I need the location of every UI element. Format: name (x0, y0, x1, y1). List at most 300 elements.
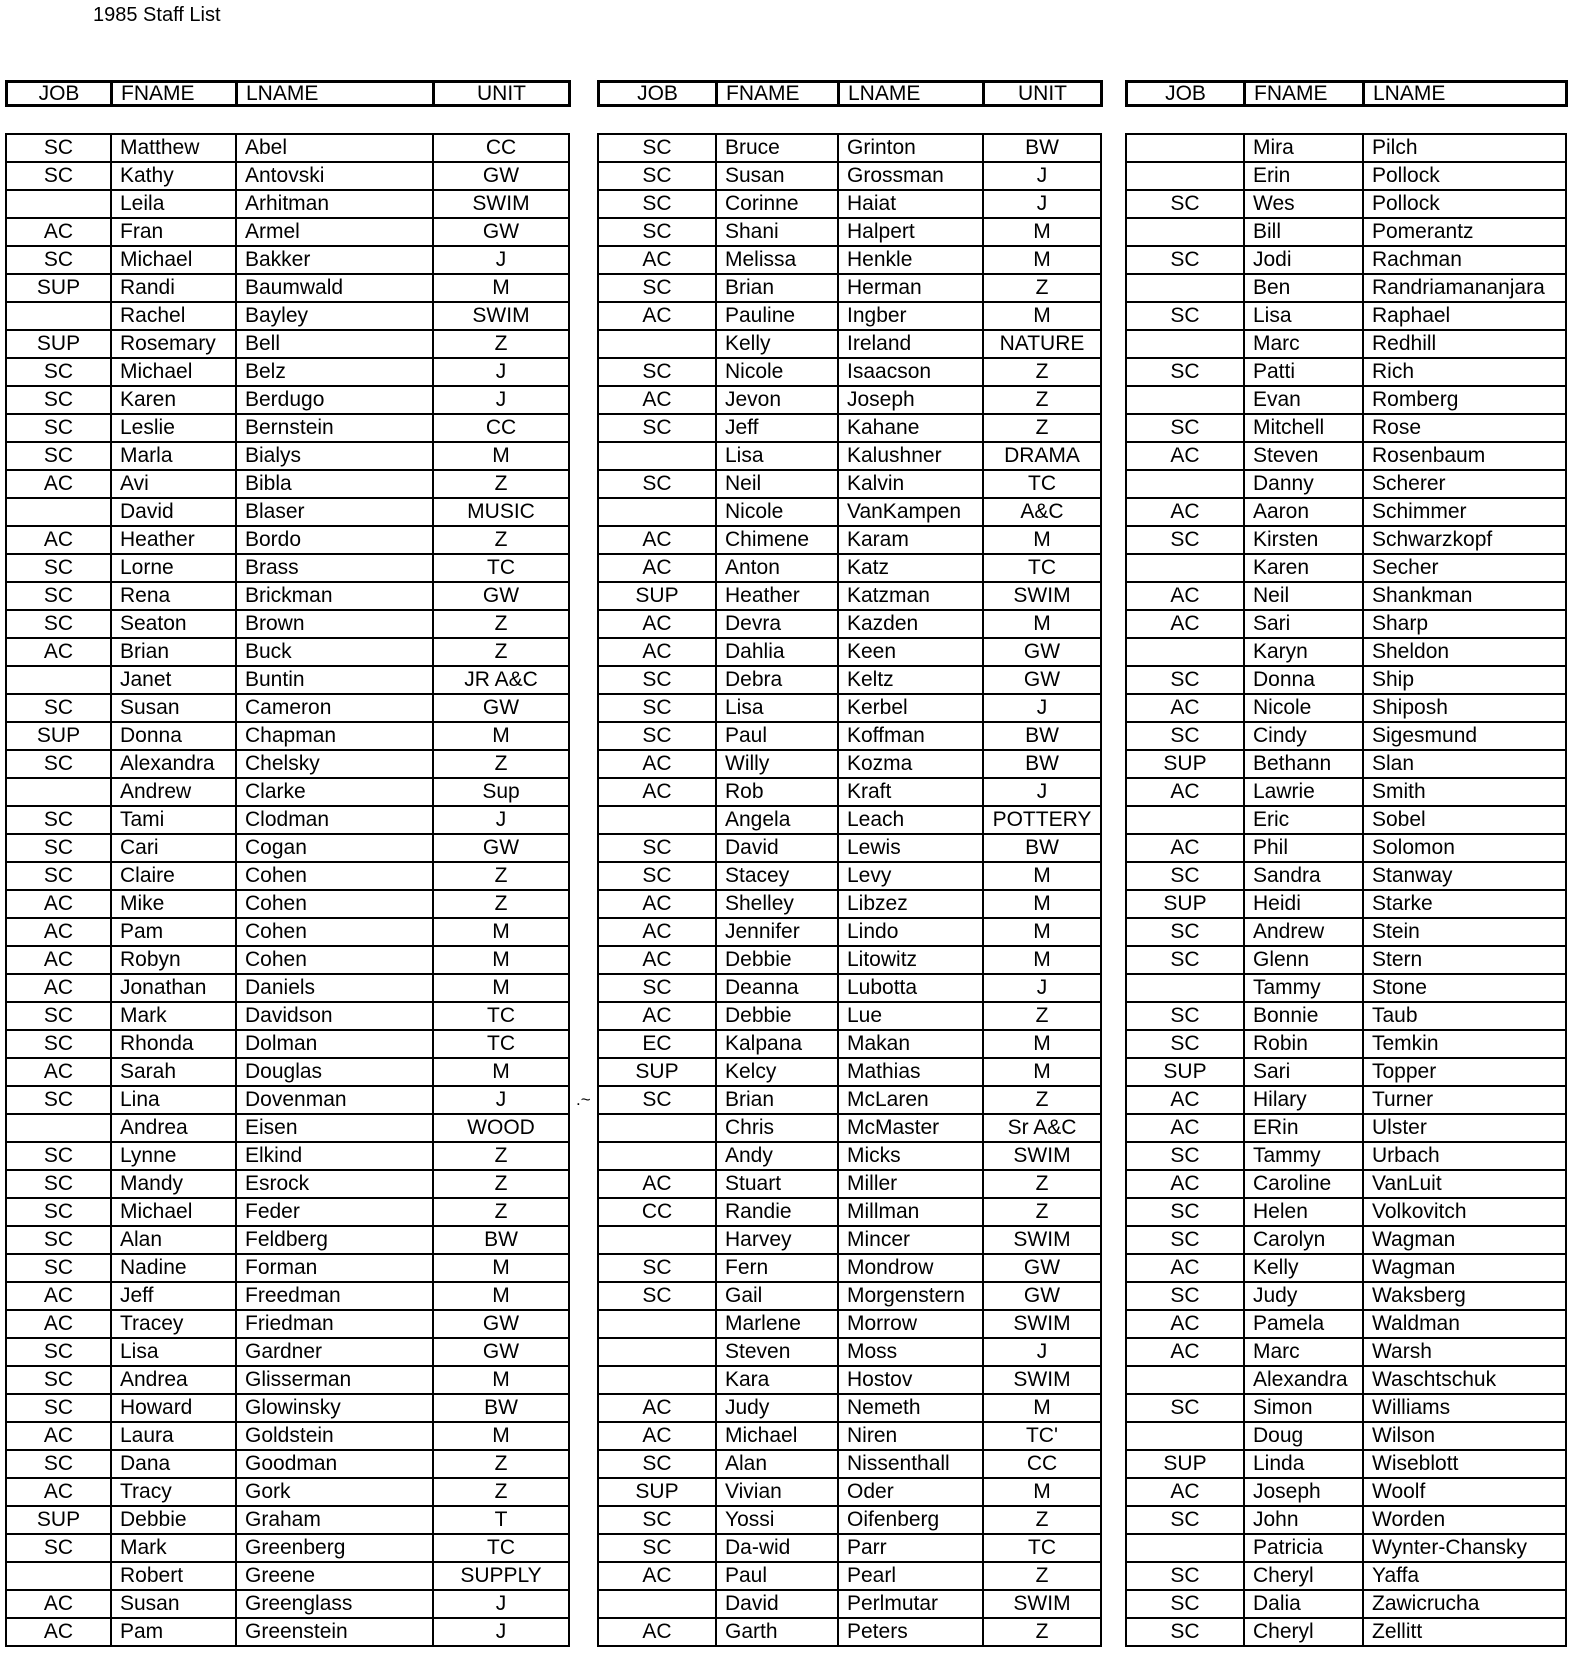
table-row (1126, 1142, 1566, 1170)
job-cell: SC (598, 470, 716, 498)
fname-cell: Fran (111, 218, 236, 246)
lname-cell: Warsh (1363, 1338, 1566, 1366)
unit-cell: J (433, 1618, 569, 1646)
lname-cell: Haiat (838, 190, 983, 218)
job-column-header: JOB (1127, 82, 1245, 106)
job-cell: SC (6, 414, 111, 442)
lname-cell: Niren (838, 1422, 983, 1450)
lname-cell: Armel (236, 218, 433, 246)
job-cell (1126, 134, 1244, 162)
job-cell: SC (1126, 1030, 1244, 1058)
job-cell: SC (1126, 1394, 1244, 1422)
lname-cell: Secher (1363, 554, 1566, 582)
table-row (6, 442, 569, 470)
job-cell (598, 1114, 716, 1142)
table-row (1126, 526, 1566, 554)
unit-cell: J (433, 806, 569, 834)
table-row (1126, 1506, 1566, 1534)
unit-cell: BW (983, 722, 1101, 750)
unit-cell: A&C (983, 498, 1101, 526)
unit-cell: Z (983, 1562, 1101, 1590)
fname-cell: Andrew (111, 778, 236, 806)
table-row (6, 1030, 569, 1058)
table-row (1126, 582, 1566, 610)
table-row (1126, 246, 1566, 274)
table-row (6, 722, 569, 750)
unit-cell: M (433, 274, 569, 302)
table-row (6, 1170, 569, 1198)
fname-cell: Deanna (716, 974, 838, 1002)
fname-cell: Tammy (1244, 974, 1363, 1002)
table-row (598, 918, 1101, 946)
job-cell: AC (598, 1562, 716, 1590)
fname-cell: Kara (716, 1366, 838, 1394)
unit-column-header: UNIT (434, 82, 570, 106)
job-cell: SUP (598, 582, 716, 610)
unit-cell: M (433, 1366, 569, 1394)
table-row (6, 834, 569, 862)
lname-cell: Levy (838, 862, 983, 890)
job-cell (598, 498, 716, 526)
lname-cell: Peters (838, 1618, 983, 1646)
table-row (1126, 134, 1566, 162)
fname-cell: Robert (111, 1562, 236, 1590)
lname-cell: Berdugo (236, 386, 433, 414)
job-cell: SC (1126, 302, 1244, 330)
fname-cell: Brian (716, 1086, 838, 1114)
job-cell: SC (1126, 190, 1244, 218)
table-row (1126, 1310, 1566, 1338)
unit-cell: TC' (983, 1422, 1101, 1450)
job-cell: SC (598, 1534, 716, 1562)
job-cell: AC (598, 1002, 716, 1030)
table-row (6, 806, 569, 834)
unit-cell: Z (433, 1170, 569, 1198)
table-row (598, 862, 1101, 890)
lname-cell: McLaren (838, 1086, 983, 1114)
unit-cell: GW (983, 666, 1101, 694)
lname-cell: Eisen (236, 1114, 433, 1142)
lname-cell: Elkind (236, 1142, 433, 1170)
table-row (598, 778, 1101, 806)
unit-cell: J (433, 1086, 569, 1114)
table-row (1126, 498, 1566, 526)
fname-cell: Kelly (1244, 1254, 1363, 1282)
fname-cell: Judy (1244, 1282, 1363, 1310)
job-cell: SC (6, 1366, 111, 1394)
job-cell: SC (598, 834, 716, 862)
fname-cell: Mira (1244, 134, 1363, 162)
lname-cell: Taub (1363, 1002, 1566, 1030)
job-cell: SC (1126, 666, 1244, 694)
job-cell: AC (1126, 1310, 1244, 1338)
table-row (1126, 1338, 1566, 1366)
lname-cell: Wiseblott (1363, 1450, 1566, 1478)
table-row (598, 1366, 1101, 1394)
lname-cell: Halpert (838, 218, 983, 246)
unit-cell: SWIM (433, 302, 569, 330)
lname-cell: Waldman (1363, 1310, 1566, 1338)
fname-cell: Tami (111, 806, 236, 834)
unit-cell: M (983, 946, 1101, 974)
table-row (6, 1114, 569, 1142)
job-cell: AC (598, 918, 716, 946)
fname-cell: Howard (111, 1394, 236, 1422)
table-row (6, 1226, 569, 1254)
fname-cell: Devra (716, 610, 838, 638)
unit-cell: Z (433, 750, 569, 778)
job-cell: SC (1126, 946, 1244, 974)
staff-table-1-header (5, 80, 571, 107)
job-cell: SC (598, 218, 716, 246)
job-cell: SC (6, 806, 111, 834)
fname-cell: Kalpana (716, 1030, 838, 1058)
table-row (1126, 1478, 1566, 1506)
fname-cell: Claire (111, 862, 236, 890)
table-row (598, 470, 1101, 498)
lname-cell: Worden (1363, 1506, 1566, 1534)
fname-cell: Joseph (1244, 1478, 1363, 1506)
fname-cell: Judy (716, 1394, 838, 1422)
lname-cell: Schimmer (1363, 498, 1566, 526)
table-row (6, 918, 569, 946)
lname-cell: Moss (838, 1338, 983, 1366)
lname-cell: Williams (1363, 1394, 1566, 1422)
lname-cell: Morgenstern (838, 1282, 983, 1310)
fname-cell: Mark (111, 1002, 236, 1030)
unit-cell: M (433, 1422, 569, 1450)
fname-cell: Anton (716, 554, 838, 582)
job-cell: AC (6, 1282, 111, 1310)
job-cell: SC (598, 162, 716, 190)
lname-cell: Oifenberg (838, 1506, 983, 1534)
unit-cell: M (433, 946, 569, 974)
fname-cell: Michael (111, 1198, 236, 1226)
job-cell: SUP (1126, 1450, 1244, 1478)
lname-cell: Pollock (1363, 190, 1566, 218)
lname-cell: Chelsky (236, 750, 433, 778)
table-row (598, 162, 1101, 190)
unit-cell: WOOD (433, 1114, 569, 1142)
fname-cell: Alexandra (111, 750, 236, 778)
table-row (6, 274, 569, 302)
lname-cell: Mondrow (838, 1254, 983, 1282)
lname-cell: Henkle (838, 246, 983, 274)
table-row (6, 386, 569, 414)
table-row (598, 358, 1101, 386)
lname-column-header: LNAME (1364, 82, 1567, 106)
unit-cell: TC (433, 1030, 569, 1058)
table-row (598, 330, 1101, 358)
table-row (6, 162, 569, 190)
unit-cell: J (983, 162, 1101, 190)
table-row (598, 750, 1101, 778)
table-row (598, 1338, 1101, 1366)
lname-cell: Brickman (236, 582, 433, 610)
unit-cell: Z (433, 890, 569, 918)
table-row (598, 1030, 1101, 1058)
fname-cell: Alan (716, 1450, 838, 1478)
fname-cell: Michael (716, 1422, 838, 1450)
unit-cell: Z (433, 638, 569, 666)
lname-cell: Woolf (1363, 1478, 1566, 1506)
job-cell: AC (1126, 1170, 1244, 1198)
lname-cell: Brown (236, 610, 433, 638)
lname-cell: Greene (236, 1562, 433, 1590)
lname-cell: Pilch (1363, 134, 1566, 162)
unit-cell: GW (983, 1254, 1101, 1282)
fname-cell: Hilary (1244, 1086, 1363, 1114)
table-row (6, 610, 569, 638)
table-row (1126, 162, 1566, 190)
header-row (7, 82, 570, 106)
fname-cell: Lawrie (1244, 778, 1363, 806)
job-cell: AC (6, 1618, 111, 1646)
staff-table-1 (5, 80, 571, 1647)
fname-cell: Rhonda (111, 1030, 236, 1058)
job-cell (6, 1114, 111, 1142)
fname-cell: Corinne (716, 190, 838, 218)
job-cell: SC (1126, 1226, 1244, 1254)
table-row (1126, 1114, 1566, 1142)
lname-cell: Waschtschuk (1363, 1366, 1566, 1394)
job-cell: SC (1126, 1562, 1244, 1590)
fname-cell: Tracey (111, 1310, 236, 1338)
lname-cell: Rich (1363, 358, 1566, 386)
fname-cell: Nicole (716, 498, 838, 526)
lname-cell: Miller (838, 1170, 983, 1198)
unit-cell: Z (433, 610, 569, 638)
table-row (6, 414, 569, 442)
table-row (598, 554, 1101, 582)
lname-cell: Cohen (236, 890, 433, 918)
job-cell (1126, 974, 1244, 1002)
job-column-header: JOB (7, 82, 112, 106)
lname-cell: Stone (1363, 974, 1566, 1002)
lname-cell: Shiposh (1363, 694, 1566, 722)
unit-cell: SWIM (983, 1590, 1101, 1618)
job-cell: SC (6, 1450, 111, 1478)
fname-cell: Avi (111, 470, 236, 498)
table-row (6, 694, 569, 722)
job-cell: AC (6, 526, 111, 554)
fname-cell: John (1244, 1506, 1363, 1534)
fname-cell: Fern (716, 1254, 838, 1282)
lname-cell: Bialys (236, 442, 433, 470)
unit-cell: M (983, 890, 1101, 918)
job-cell: AC (598, 638, 716, 666)
lname-cell: Daniels (236, 974, 433, 1002)
unit-cell: BW (433, 1226, 569, 1254)
table-row (6, 526, 569, 554)
fname-cell: Jevon (716, 386, 838, 414)
table-row (1126, 274, 1566, 302)
job-cell: SC (6, 1338, 111, 1366)
table-row (6, 470, 569, 498)
table-row (1126, 1422, 1566, 1450)
job-cell: SC (1126, 1506, 1244, 1534)
table-row (1126, 470, 1566, 498)
lname-cell: Hostov (838, 1366, 983, 1394)
table-row (6, 302, 569, 330)
job-cell: AC (598, 386, 716, 414)
fname-cell: Cindy (1244, 722, 1363, 750)
fname-cell: Heather (111, 526, 236, 554)
fname-cell: Alan (111, 1226, 236, 1254)
fname-cell: Mitchell (1244, 414, 1363, 442)
unit-cell: M (433, 442, 569, 470)
table-row (1126, 554, 1566, 582)
job-cell (1126, 470, 1244, 498)
fname-cell: Randi (111, 274, 236, 302)
job-cell (1126, 554, 1244, 582)
lname-cell: Stein (1363, 918, 1566, 946)
unit-cell: BW (983, 750, 1101, 778)
table-row (6, 330, 569, 358)
table-row (1126, 1030, 1566, 1058)
job-cell: SC (598, 1282, 716, 1310)
table-row (6, 1506, 569, 1534)
table-row (598, 1310, 1101, 1338)
fname-cell: Evan (1244, 386, 1363, 414)
table-row (6, 246, 569, 274)
fname-cell: Gail (716, 1282, 838, 1310)
unit-cell: GW (433, 694, 569, 722)
lname-cell: Sheldon (1363, 638, 1566, 666)
fname-cell: Lisa (716, 694, 838, 722)
fname-cell: Jeff (111, 1282, 236, 1310)
job-cell: SC (1126, 1198, 1244, 1226)
table-row (6, 1590, 569, 1618)
unit-cell: M (983, 1030, 1101, 1058)
table-row (1126, 1002, 1566, 1030)
fname-cell: Jeff (716, 414, 838, 442)
job-cell: AC (6, 1058, 111, 1086)
job-cell: AC (6, 1590, 111, 1618)
table-row (6, 666, 569, 694)
unit-cell: SWIM (433, 190, 569, 218)
lname-cell: Feder (236, 1198, 433, 1226)
fname-cell: Da-wid (716, 1534, 838, 1562)
lname-cell: Goldstein (236, 1422, 433, 1450)
unit-cell: TC (433, 1002, 569, 1030)
fname-cell: Angela (716, 806, 838, 834)
unit-cell: J (983, 694, 1101, 722)
job-cell: AC (1126, 442, 1244, 470)
fname-cell: Simon (1244, 1394, 1363, 1422)
fname-cell: Jennifer (716, 918, 838, 946)
fname-cell: Andy (716, 1142, 838, 1170)
unit-cell: Z (983, 414, 1101, 442)
unit-cell: Sr A&C (983, 1114, 1101, 1142)
lname-cell: Davidson (236, 1002, 433, 1030)
table-row (598, 302, 1101, 330)
table-row (6, 1086, 569, 1114)
table-row (1126, 750, 1566, 778)
job-cell: AC (598, 946, 716, 974)
lname-cell: Kalushner (838, 442, 983, 470)
table-row (1126, 302, 1566, 330)
unit-cell: M (983, 1394, 1101, 1422)
job-cell: SC (6, 1086, 111, 1114)
lname-cell: Solomon (1363, 834, 1566, 862)
job-cell: SC (1126, 1002, 1244, 1030)
job-cell: SC (6, 246, 111, 274)
table-row (1126, 1590, 1566, 1618)
table-row (1126, 1366, 1566, 1394)
unit-column-header: UNIT (984, 82, 1102, 106)
lname-cell: Rosenbaum (1363, 442, 1566, 470)
job-cell: SC (1126, 1590, 1244, 1618)
fname-cell: Karyn (1244, 638, 1363, 666)
table-row (6, 862, 569, 890)
unit-cell: BW (983, 834, 1101, 862)
job-cell: SUP (6, 274, 111, 302)
table-row (6, 1366, 569, 1394)
table-row (1126, 1618, 1566, 1646)
lname-cell: Sigesmund (1363, 722, 1566, 750)
staff-table-1-body (5, 133, 570, 1647)
fname-cell: Leila (111, 190, 236, 218)
header-row (599, 82, 1102, 106)
fname-cell: Stuart (716, 1170, 838, 1198)
unit-cell: GW (433, 834, 569, 862)
fname-cell: Nicole (716, 358, 838, 386)
table-row (1126, 1394, 1566, 1422)
fname-cell: David (716, 1590, 838, 1618)
lname-cell: Sharp (1363, 610, 1566, 638)
fname-cell: Matthew (111, 134, 236, 162)
fname-cell: Vivian (716, 1478, 838, 1506)
table-row (598, 246, 1101, 274)
unit-cell: TC (983, 554, 1101, 582)
lname-cell: Clodman (236, 806, 433, 834)
unit-cell: Z (433, 1198, 569, 1226)
table-row (6, 1338, 569, 1366)
lname-cell: Topper (1363, 1058, 1566, 1086)
fname-cell: Robyn (111, 946, 236, 974)
fname-cell: Kelcy (716, 1058, 838, 1086)
table-row (6, 1534, 569, 1562)
lname-cell: Katzman (838, 582, 983, 610)
lname-cell: Glowinsky (236, 1394, 433, 1422)
lname-cell: Perlmutar (838, 1590, 983, 1618)
lname-cell: Millman (838, 1198, 983, 1226)
unit-cell: M (433, 1058, 569, 1086)
table-row (1126, 190, 1566, 218)
table-row (1126, 1282, 1566, 1310)
table-row (1126, 638, 1566, 666)
table-row (598, 834, 1101, 862)
job-cell: AC (6, 638, 111, 666)
lname-cell: McMaster (838, 1114, 983, 1142)
unit-cell: JR A&C (433, 666, 569, 694)
fname-cell: Caroline (1244, 1170, 1363, 1198)
fname-cell: Lisa (111, 1338, 236, 1366)
fname-cell: Cheryl (1244, 1562, 1363, 1590)
staff-table-2-body (597, 133, 1102, 1647)
fname-cell: Patricia (1244, 1534, 1363, 1562)
job-cell: SUP (1126, 890, 1244, 918)
fname-cell: Erin (1244, 162, 1363, 190)
job-cell: SC (1126, 1618, 1244, 1646)
job-cell (598, 1366, 716, 1394)
fname-cell: Rena (111, 582, 236, 610)
table-row (1126, 666, 1566, 694)
fname-cell: Nicole (1244, 694, 1363, 722)
job-cell (1126, 1422, 1244, 1450)
fname-cell: Brian (716, 274, 838, 302)
